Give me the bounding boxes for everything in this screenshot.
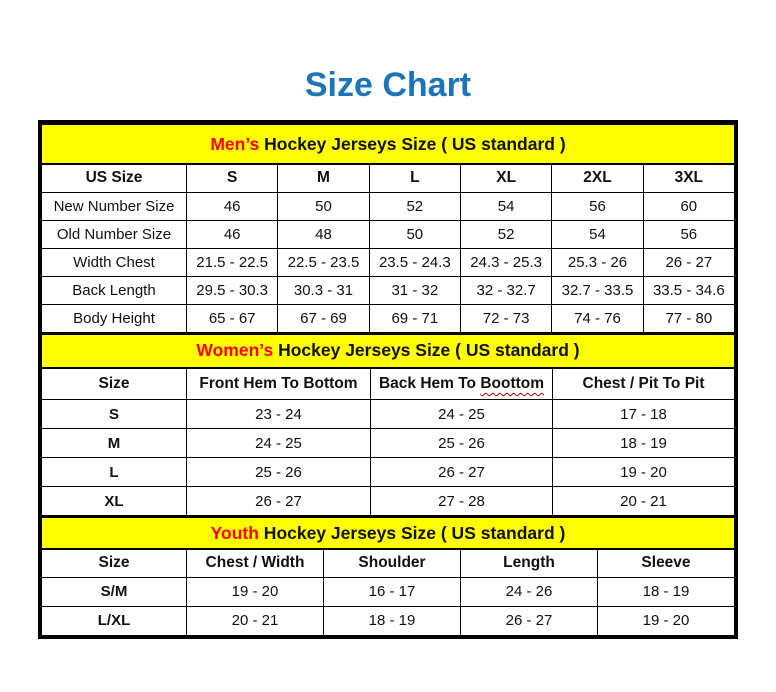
table-cell: 50 bbox=[278, 192, 369, 220]
table-cell: 25 - 26 bbox=[371, 429, 553, 458]
table-cell: 26 - 27 bbox=[643, 248, 734, 276]
table-cell: 19 - 20 bbox=[553, 458, 735, 487]
table-cell: 33.5 - 34.6 bbox=[643, 276, 734, 304]
table-cell: 50 bbox=[369, 220, 460, 248]
table-cell: 56 bbox=[643, 220, 734, 248]
column-header: Shoulder bbox=[324, 549, 461, 577]
row-label: Body Height bbox=[42, 304, 187, 332]
table-cell: 24 - 25 bbox=[371, 400, 553, 429]
table-cell: 18 - 19 bbox=[324, 606, 461, 635]
table-cell: 65 - 67 bbox=[187, 304, 278, 332]
table-cell: 21.5 - 22.5 bbox=[187, 248, 278, 276]
table-cell: 26 - 27 bbox=[371, 458, 553, 487]
table-row bbox=[42, 220, 735, 248]
womens-size-table bbox=[41, 333, 735, 517]
youth-header-row bbox=[42, 549, 735, 577]
table-row bbox=[42, 400, 735, 429]
row-label: Back Length bbox=[42, 276, 187, 304]
column-header: M bbox=[278, 164, 369, 192]
column-header: Front Hem To Bottom bbox=[187, 368, 371, 400]
youth-size-table bbox=[41, 516, 735, 636]
table-cell: 52 bbox=[460, 220, 551, 248]
column-header: XL bbox=[460, 164, 551, 192]
table-cell: 17 - 18 bbox=[553, 400, 735, 429]
table-cell: 56 bbox=[552, 192, 643, 220]
youth-banner-highlight: Youth bbox=[210, 522, 259, 543]
youth-banner-rest: Hockey Jerseys Size ( US standard ) bbox=[258, 522, 566, 543]
table-row bbox=[42, 458, 735, 487]
page-title: Size Chart bbox=[304, 66, 472, 104]
table-cell: 32 - 32.7 bbox=[460, 276, 551, 304]
table-cell: 18 - 19 bbox=[553, 429, 735, 458]
table-cell: 19 - 20 bbox=[598, 606, 735, 635]
column-header: Length bbox=[461, 549, 598, 577]
column-header bbox=[371, 368, 553, 400]
table-cell: 20 - 21 bbox=[187, 606, 324, 635]
column-header: 2XL bbox=[552, 164, 643, 192]
row-label: S/M bbox=[42, 577, 187, 606]
table-cell: 27 - 28 bbox=[371, 487, 553, 516]
table-cell: 69 - 71 bbox=[369, 304, 460, 332]
mens-header-row bbox=[42, 164, 735, 192]
column-header: 3XL bbox=[643, 164, 734, 192]
table-cell: 23 - 24 bbox=[187, 400, 371, 429]
table-row bbox=[42, 304, 735, 332]
table-cell: 54 bbox=[460, 192, 551, 220]
womens-table-banner bbox=[42, 334, 735, 368]
table-cell: 60 bbox=[643, 192, 734, 220]
back-hem-prefix: Back Hem To bbox=[378, 374, 481, 392]
column-header: L bbox=[369, 164, 460, 192]
table-row bbox=[42, 487, 735, 516]
table-cell: 23.5 - 24.3 bbox=[369, 248, 460, 276]
table-cell: 31 - 32 bbox=[369, 276, 460, 304]
table-cell: 24.3 - 25.3 bbox=[460, 248, 551, 276]
womens-banner-highlight: Women’s bbox=[196, 340, 274, 360]
table-cell: 54 bbox=[552, 220, 643, 248]
table-row bbox=[42, 606, 735, 635]
mens-table-banner bbox=[42, 124, 735, 164]
womens-banner-rest: Hockey Jerseys Size ( US standard ) bbox=[273, 340, 580, 360]
youth-banner-text bbox=[42, 517, 735, 549]
table-cell: 77 - 80 bbox=[643, 304, 734, 332]
table-row bbox=[42, 192, 735, 220]
row-label: L/XL bbox=[42, 606, 187, 635]
youth-table-banner bbox=[42, 517, 735, 549]
table-cell: 30.3 - 31 bbox=[278, 276, 369, 304]
column-header: Size bbox=[42, 368, 187, 400]
table-cell: 72 - 73 bbox=[460, 304, 551, 332]
table-cell: 46 bbox=[187, 220, 278, 248]
table-cell: 26 - 27 bbox=[187, 487, 371, 516]
row-label: XL bbox=[42, 487, 187, 516]
mens-banner-text bbox=[42, 124, 735, 164]
table-cell: 32.7 - 33.5 bbox=[552, 276, 643, 304]
table-cell: 24 - 26 bbox=[461, 577, 598, 606]
size-chart-tables bbox=[38, 120, 738, 639]
column-header: Chest / Width bbox=[187, 549, 324, 577]
row-label: Old Number Size bbox=[42, 220, 187, 248]
column-header: Size bbox=[42, 549, 187, 577]
mens-banner-highlight: Men’s bbox=[210, 133, 260, 154]
table-cell: 67 - 69 bbox=[278, 304, 369, 332]
table-cell: 26 - 27 bbox=[461, 606, 598, 635]
womens-banner-text bbox=[42, 334, 735, 368]
table-cell: 18 - 19 bbox=[598, 577, 735, 606]
table-cell: 16 - 17 bbox=[324, 577, 461, 606]
table-row bbox=[42, 276, 735, 304]
table-cell: 48 bbox=[278, 220, 369, 248]
column-header: Chest / Pit To Pit bbox=[553, 368, 735, 400]
row-label: New Number Size bbox=[42, 192, 187, 220]
table-cell: 46 bbox=[187, 192, 278, 220]
column-header: S bbox=[187, 164, 278, 192]
table-cell: 25 - 26 bbox=[187, 458, 371, 487]
table-cell: 24 - 25 bbox=[187, 429, 371, 458]
column-header: US Size bbox=[42, 164, 187, 192]
table-cell: 20 - 21 bbox=[553, 487, 735, 516]
column-header: Sleeve bbox=[598, 549, 735, 577]
table-cell: 52 bbox=[369, 192, 460, 220]
table-cell: 74 - 76 bbox=[552, 304, 643, 332]
womens-header-row bbox=[42, 368, 735, 400]
row-label: M bbox=[42, 429, 187, 458]
table-row bbox=[42, 577, 735, 606]
mens-size-table bbox=[41, 123, 735, 333]
table-cell: 19 - 20 bbox=[187, 577, 324, 606]
mens-banner-rest: Hockey Jerseys Size ( US standard ) bbox=[259, 133, 566, 154]
misspelled-word: Boottom bbox=[480, 374, 545, 392]
table-cell: 25.3 - 26 bbox=[552, 248, 643, 276]
table-row bbox=[42, 248, 735, 276]
row-label: S bbox=[42, 400, 187, 429]
row-label: Width Chest bbox=[42, 248, 187, 276]
row-label: L bbox=[42, 458, 187, 487]
table-row bbox=[42, 429, 735, 458]
table-cell: 29.5 - 30.3 bbox=[187, 276, 278, 304]
table-cell: 22.5 - 23.5 bbox=[278, 248, 369, 276]
